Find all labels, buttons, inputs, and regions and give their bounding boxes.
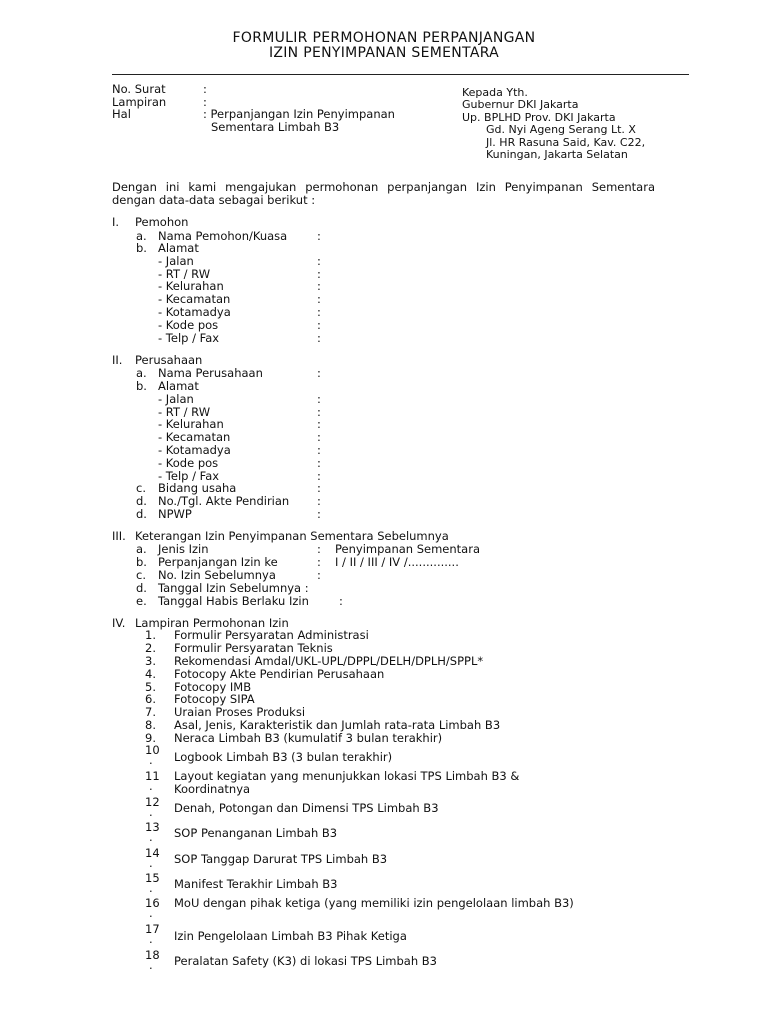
- item-letter: c.: [136, 568, 146, 582]
- sub-field-label: - Kecamatan: [158, 292, 231, 306]
- list-item: Uraian Proses Produksi: [174, 705, 306, 719]
- field-colon: :: [317, 507, 321, 521]
- item-letter: d.: [136, 581, 147, 595]
- field-value: I / II / III / IV /..............: [335, 555, 459, 569]
- list-item: Manifest Terakhir Limbah B3: [174, 877, 338, 891]
- sub-field-label: - Kotamadya: [158, 305, 231, 319]
- sub-field-label: - Telp / Fax: [158, 469, 220, 483]
- item-letter: a.: [136, 229, 147, 243]
- field-colon: :: [317, 254, 321, 268]
- list-item: Layout kegiatan yang menunjukkan lokasi TPS Limbah B3 & Koordinatnya: [174, 769, 520, 796]
- list-item: Formulir Persyaratan Administrasi: [174, 628, 369, 642]
- list-number: 18: [145, 948, 160, 962]
- recipient-line: Up. BPLHD Prov. DKI Jakarta: [462, 111, 616, 124]
- field-colon: :: [317, 292, 321, 306]
- list-number: 9.: [145, 731, 156, 745]
- list-number-dot: .: [149, 932, 153, 946]
- intro-paragraph: Dengan ini kami mengajukan permohonan perpanjangan Izin Penyimpanan Sementara dengan data-data sebagai berikut :: [112, 180, 655, 207]
- list-number: 14: [145, 846, 160, 860]
- item-letter: d.: [136, 507, 147, 521]
- list-number-dot: .: [149, 805, 153, 819]
- field-colon: :: [317, 542, 321, 556]
- sub-field-label: - Kode pos: [158, 318, 219, 332]
- list-number-dot: .: [149, 830, 153, 844]
- field-label: Nama Perusahaan: [158, 366, 263, 380]
- field-colon: :: [317, 430, 321, 444]
- list-number: 2.: [145, 641, 156, 655]
- field-label: Bidang usaha: [158, 481, 237, 495]
- field-colon: :: [317, 405, 321, 419]
- field-colon: :: [317, 456, 321, 470]
- list-item: Fotocopy IMB: [174, 680, 252, 694]
- no-surat-colon: :: [203, 82, 207, 96]
- section-number: I.: [112, 215, 120, 229]
- field-colon: :: [317, 568, 321, 582]
- field-label: Alamat: [158, 379, 199, 393]
- field-colon: :: [317, 229, 321, 243]
- list-item: Denah, Potongan dan Dimensi TPS Limbah B3: [174, 801, 439, 815]
- item-letter: e.: [136, 594, 147, 608]
- recipient-line: Gd. Nyi Ageng Serang Lt. X: [486, 123, 636, 136]
- form-title-line2: IZIN PENYIMPANAN SEMENTARA: [268, 45, 500, 61]
- list-item: SOP Tanggap Darurat TPS Limbah B3: [174, 852, 388, 866]
- list-item: Formulir Persyaratan Teknis: [174, 641, 333, 655]
- field-colon: :: [317, 279, 321, 293]
- sub-field-label: - Kecamatan: [158, 430, 231, 444]
- field-label: NPWP: [158, 507, 192, 521]
- field-label: Tanggal Izin Sebelumnya :: [158, 581, 309, 595]
- field-colon: :: [317, 318, 321, 332]
- field-label: Alamat: [158, 241, 199, 255]
- sub-field-label: - Kelurahan: [158, 279, 224, 293]
- sub-field-label: - Kode pos: [158, 456, 219, 470]
- sub-field-label: - Jalan: [158, 392, 194, 406]
- field-colon: :: [317, 417, 321, 431]
- field-colon: :: [317, 494, 321, 508]
- section-number: IV.: [112, 616, 126, 630]
- field-label: Perpanjangan Izin ke: [158, 555, 278, 569]
- field-label: Jenis Izin: [158, 542, 209, 556]
- field-colon: :: [317, 469, 321, 483]
- field-colon: :: [317, 366, 321, 380]
- recipient-line: Jl. HR Rasuna Said, Kav. C22,: [486, 136, 646, 149]
- list-number: 17: [145, 922, 160, 936]
- hal-label: Hal: [112, 107, 131, 121]
- list-number: 6.: [145, 692, 156, 706]
- section-title: Lampiran Permohonan Izin: [135, 616, 289, 630]
- list-number: 10: [145, 743, 160, 757]
- section-title: Pemohon: [135, 215, 189, 229]
- item-letter: b.: [136, 379, 147, 393]
- no-surat-label: No. Surat: [112, 82, 166, 96]
- list-item: MoU dengan pihak ketiga (yang memiliki izin pengelolaan limbah B3): [174, 896, 574, 910]
- list-item: Fotocopy SIPA: [174, 692, 255, 706]
- list-number: 13: [145, 820, 160, 834]
- list-item: Logbook Limbah B3 (3 bulan terakhir): [174, 750, 393, 764]
- field-label: Tanggal Habis Berlaku Izin: [158, 594, 309, 608]
- item-letter: d.: [136, 494, 147, 508]
- list-number: 15: [145, 871, 160, 885]
- item-letter: b.: [136, 241, 147, 255]
- form-title-line1: FORMULIR PERMOHONAN PERPANJANGAN: [232, 30, 536, 46]
- list-item: Fotocopy Akte Pendirian Perusahaan: [174, 667, 385, 681]
- list-item: Izin Pengelolaan Limbah B3 Pihak Ketiga: [174, 929, 407, 943]
- header-divider: [112, 74, 689, 75]
- sub-field-label: - Kelurahan: [158, 417, 224, 431]
- list-number: 1.: [145, 628, 156, 642]
- field-value: Penyimpanan Sementara: [335, 542, 480, 556]
- recipient-line: Kepada Yth.: [462, 86, 528, 99]
- list-item: Neraca Limbah B3 (kumulatif 3 bulan terakhir): [174, 731, 443, 745]
- field-colon: :: [317, 392, 321, 406]
- sub-field-label: - RT / RW: [158, 267, 211, 281]
- field-colon: :: [317, 331, 321, 345]
- list-item: SOP Penanganan Limbah B3: [174, 826, 338, 840]
- field-colon: :: [317, 305, 321, 319]
- hal-value-line1: : Perpanjangan Izin Penyimpanan: [203, 107, 395, 121]
- field-label: No. Izin Sebelumnya: [158, 568, 276, 582]
- field-colon: :: [317, 481, 321, 495]
- field-label: Nama Pemohon/Kuasa: [158, 229, 288, 243]
- list-number: 3.: [145, 654, 156, 668]
- list-number-dot: .: [149, 881, 153, 895]
- hal-value-line2: Sementara Limbah B3: [211, 120, 340, 134]
- field-colon: :: [317, 443, 321, 457]
- section-title: Keterangan Izin Penyimpanan Sementara Sebelumnya: [135, 529, 449, 543]
- lampiran-label: Lampiran: [112, 95, 167, 109]
- sub-field-label: - Telp / Fax: [158, 331, 220, 345]
- sub-field-label: - Jalan: [158, 254, 194, 268]
- list-number: 4.: [145, 667, 156, 681]
- list-number-dot: .: [149, 753, 153, 767]
- item-letter: a.: [136, 542, 147, 556]
- section-title: Perusahaan: [135, 353, 203, 367]
- list-number: 11: [145, 769, 160, 783]
- list-number: 8.: [145, 718, 156, 732]
- field-colon: :: [339, 594, 343, 608]
- list-number: 16: [145, 896, 160, 910]
- list-number: 12: [145, 795, 160, 809]
- field-label: No./Tgl. Akte Pendirian: [158, 494, 290, 508]
- recipient-line: Kuningan, Jakarta Selatan: [486, 148, 628, 161]
- section-number: III.: [112, 529, 126, 543]
- list-item: Peralatan Safety (K3) di lokasi TPS Limbah B3: [174, 954, 437, 968]
- lampiran-colon: :: [203, 95, 207, 109]
- field-colon: :: [317, 267, 321, 281]
- recipient-line: Gubernur DKI Jakarta: [462, 98, 579, 111]
- sub-field-label: - RT / RW: [158, 405, 211, 419]
- section-number: II.: [112, 353, 123, 367]
- list-number-dot: .: [149, 906, 153, 920]
- item-letter: c.: [136, 481, 146, 495]
- field-colon: :: [317, 555, 321, 569]
- list-number-dot: .: [149, 958, 153, 972]
- list-number-dot: .: [149, 856, 153, 870]
- item-letter: b.: [136, 555, 147, 569]
- sub-field-label: - Kotamadya: [158, 443, 231, 457]
- list-item: Asal, Jenis, Karakteristik dan Jumlah rata-rata Limbah B3: [174, 718, 501, 732]
- list-item: Rekomendasi Amdal/UKL-UPL/DPPL/DELH/DPLH/SPPL*: [174, 654, 484, 668]
- list-number: 7.: [145, 705, 156, 719]
- item-letter: a.: [136, 366, 147, 380]
- list-number: 5.: [145, 680, 156, 694]
- list-number-dot: .: [149, 779, 153, 793]
